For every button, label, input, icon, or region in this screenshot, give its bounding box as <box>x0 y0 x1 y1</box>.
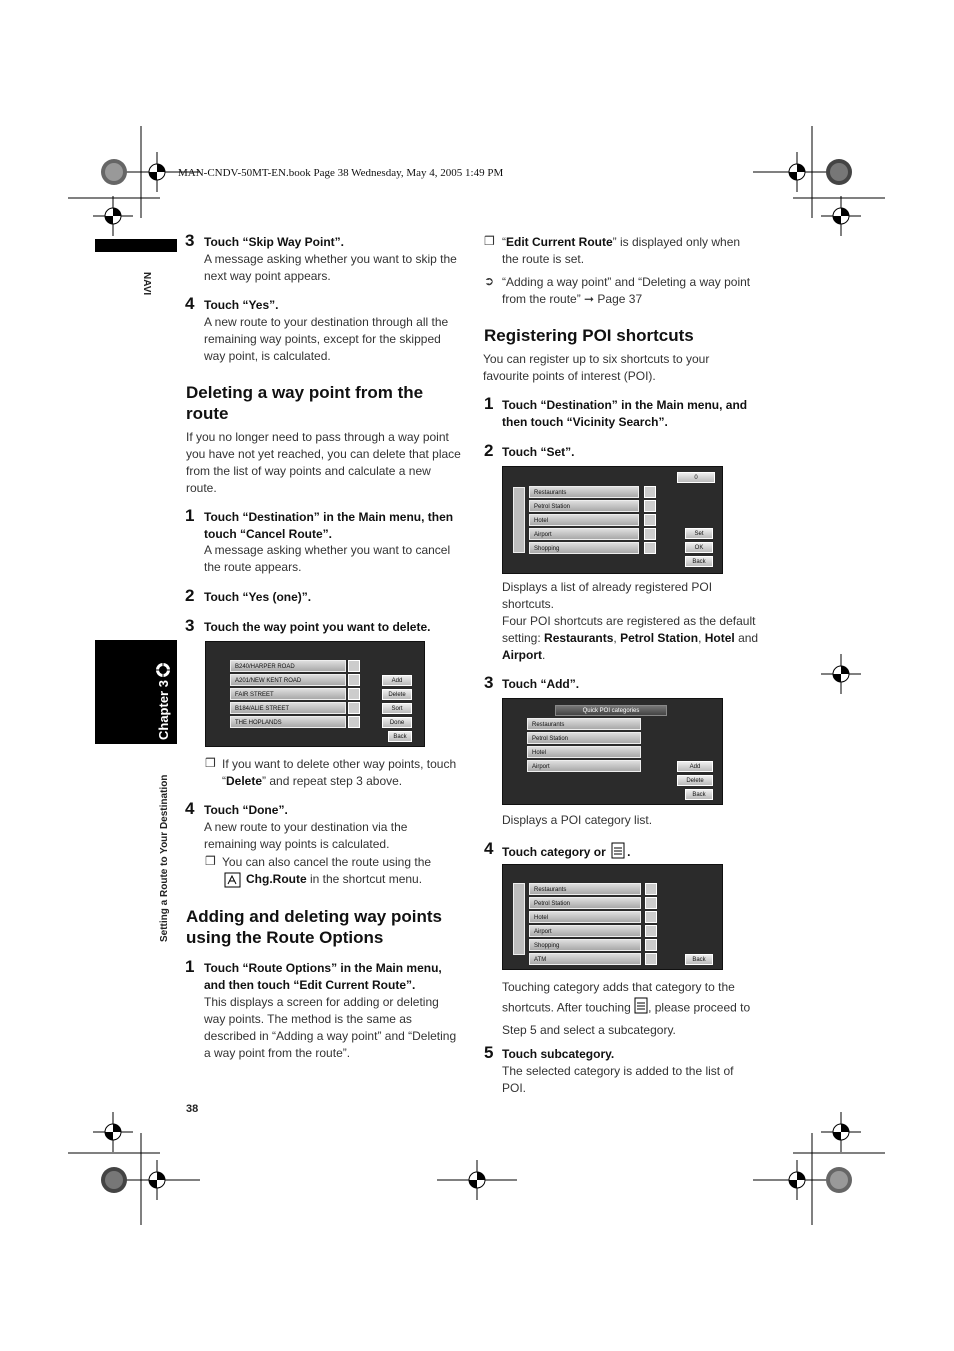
scrollbar <box>513 883 525 955</box>
reference-text: “Adding a way point” and “Deleting a way point from the route” ➞ Page 37 <box>502 275 751 306</box>
step-number: 2 <box>185 586 195 605</box>
step-title: Touch subcategory. <box>502 1047 615 1061</box>
step-title: Touch “Yes (one)”. <box>204 590 312 604</box>
list-icon <box>645 925 657 937</box>
step-number: 3 <box>185 231 195 250</box>
map-icon <box>348 716 360 728</box>
step-title: Touch “Route Options” in the Main menu, and then touch “Edit Current Route”. <box>204 961 442 992</box>
list-item: ATM <box>529 953 641 965</box>
navi-tab-label: NAVI <box>141 272 152 296</box>
note-text: You can also cancel the route using the <box>222 855 432 869</box>
chapter-label: Chapter 3 <box>156 680 171 740</box>
step-body: Four POI shortcuts are registered as the default setting: Restaurants, Petrol Station, Hotel and Airport. <box>502 614 759 662</box>
navi-tab-bar <box>95 239 177 252</box>
list-icon <box>645 939 657 951</box>
list-item: Airport <box>529 925 641 937</box>
note-text: If you want to delete other way points, touch “Delete” and repeat step 3 above. <box>222 757 457 788</box>
back-button: Back <box>685 556 713 567</box>
list-item: Airport <box>529 528 639 540</box>
step-body: A message asking whether you want to skip the next way point appears. <box>204 252 457 283</box>
list-item: Hotel <box>529 911 641 923</box>
step-title: Touch “Skip Way Point”. <box>204 235 345 249</box>
step-body: This displays a screen for adding or deleting way points. The method is the same as described in “Adding a way point” and “Deleting a way point from the route”. <box>204 995 457 1060</box>
list-item: Restaurants <box>527 718 641 730</box>
step-number: 1 <box>484 394 494 413</box>
step-title: Touch category or . <box>502 842 630 864</box>
step-title: Touch “Destination” in the Main menu, then touch “Cancel Route”. <box>204 510 454 541</box>
scrollbar <box>513 487 525 553</box>
section-heading: Adding and deleting way points using the Route Options <box>186 907 442 947</box>
book-header: MAN-CNDV-50MT-EN.book Page 38 Wednesday, May 4, 2005 1:49 PM <box>178 167 504 179</box>
list-icon <box>644 486 656 498</box>
screenshot-poi-shortcuts <box>502 466 723 574</box>
list-item: Shopping <box>529 542 639 554</box>
step-number: 5 <box>484 1043 494 1062</box>
list-item: Restaurants <box>529 883 641 895</box>
route-shortcut-icon <box>224 872 241 888</box>
list-item: Airport <box>527 760 641 772</box>
screenshot-poi-category-list <box>502 864 723 970</box>
list-icon <box>634 997 648 1020</box>
list-item: Shopping <box>529 939 641 951</box>
step-number: 4 <box>185 294 195 313</box>
step-body: Touching category adds that category to the shortcuts. After touching , please proceed to Step 5 and select a subcategory. <box>502 980 751 1037</box>
add-button: Add <box>677 761 713 772</box>
step-title: Touch “Done”. <box>204 803 288 817</box>
note-marker: ❒ <box>205 756 216 770</box>
screen-title: Quick POI categories <box>555 705 667 716</box>
step-body: Displays a list of already registered POI shortcuts. <box>502 580 713 611</box>
list-icon <box>644 514 656 526</box>
screenshot-waypoint-list <box>205 641 425 747</box>
list-icon <box>645 883 657 895</box>
step-number: 2 <box>484 441 494 460</box>
step-title: Touch “Destination” in the Main menu, and then touch “Vicinity Search”. <box>502 398 748 429</box>
step-number: 1 <box>185 506 195 525</box>
delete-button: Delete <box>677 775 713 786</box>
note-marker: ❒ <box>205 854 216 868</box>
list-item: Petrol Station <box>527 732 641 744</box>
section-intro: If you no longer need to pass through a way point you have not yet reached, you can delete that place from the list of way points and calculate a new route. <box>186 430 461 495</box>
list-icon <box>644 528 656 540</box>
list-item: Hotel <box>527 746 641 758</box>
list-icon <box>611 842 625 864</box>
step-title: Touch “Set”. <box>502 445 575 459</box>
back-button: Back <box>388 731 412 742</box>
map-icon <box>348 702 360 714</box>
map-icon <box>348 688 360 700</box>
ok-button: OK <box>685 542 713 553</box>
page-number: 38 <box>186 1103 199 1115</box>
list-icon <box>645 897 657 909</box>
list-icon <box>645 911 657 923</box>
note-text: “Edit Current Route” is displayed only when the route is set. <box>502 235 741 266</box>
list-item: THE HOPLANDS <box>230 716 346 728</box>
list-icon <box>644 500 656 512</box>
section-heading: Deleting a way point from the route <box>186 383 424 423</box>
list-item: Petrol Station <box>529 500 639 512</box>
add-button: Add <box>382 675 412 686</box>
done-button: Done <box>382 717 412 728</box>
step-title: Touch “Add”. <box>502 677 580 691</box>
step-number: 4 <box>185 799 195 818</box>
reference-marker: ➲ <box>484 274 495 288</box>
list-item: FAIR STREET <box>230 688 346 700</box>
step-body: A new route to your destination through all the remaining way points, except for the skipped way point, is calculated. <box>204 315 449 363</box>
map-icon <box>348 660 360 672</box>
step-title: Touch “Yes”. <box>204 298 279 312</box>
list-item: B184/ALIE STREET <box>230 702 346 714</box>
section-heading: Registering POI shortcuts <box>484 326 694 345</box>
set-button: Set <box>685 528 713 539</box>
step-number: 1 <box>185 957 195 976</box>
step-number: 4 <box>484 839 494 858</box>
step-number: 3 <box>185 616 195 635</box>
step-number: 3 <box>484 673 494 692</box>
step-body: A message asking whether you want to cancel the route appears. <box>204 543 451 574</box>
note-marker: ❒ <box>484 234 495 248</box>
back-button: Back <box>685 954 713 965</box>
list-icon <box>644 542 656 554</box>
counter-display: 0 <box>677 472 715 483</box>
step-title: Touch the way point you want to delete. <box>204 620 431 634</box>
section-label: Setting a Route to Your Destination <box>159 774 170 942</box>
delete-button: Delete <box>382 689 412 700</box>
screenshot-quick-poi-categories <box>502 698 723 805</box>
list-item: B240/HARPER ROAD <box>230 660 346 672</box>
list-item: A201/NEW KENT ROAD <box>230 674 346 686</box>
back-button: Back <box>685 789 713 800</box>
step-body: A new route to your destination via the remaining way points is calculated. <box>204 820 408 851</box>
list-icon <box>645 953 657 965</box>
step-body: Displays a POI category list. <box>502 813 653 827</box>
map-icon <box>348 674 360 686</box>
note-text: Chg.Route in the shortcut menu. <box>246 872 423 886</box>
section-intro: You can register up to six shortcuts to your favourite points of interest (POI). <box>483 352 710 383</box>
list-item: Restaurants <box>529 486 639 498</box>
step-body: The selected category is added to the list of POI. <box>502 1064 734 1095</box>
list-item: Hotel <box>529 514 639 526</box>
list-item: Petrol Station <box>529 897 641 909</box>
sort-button: Sort <box>382 703 412 714</box>
